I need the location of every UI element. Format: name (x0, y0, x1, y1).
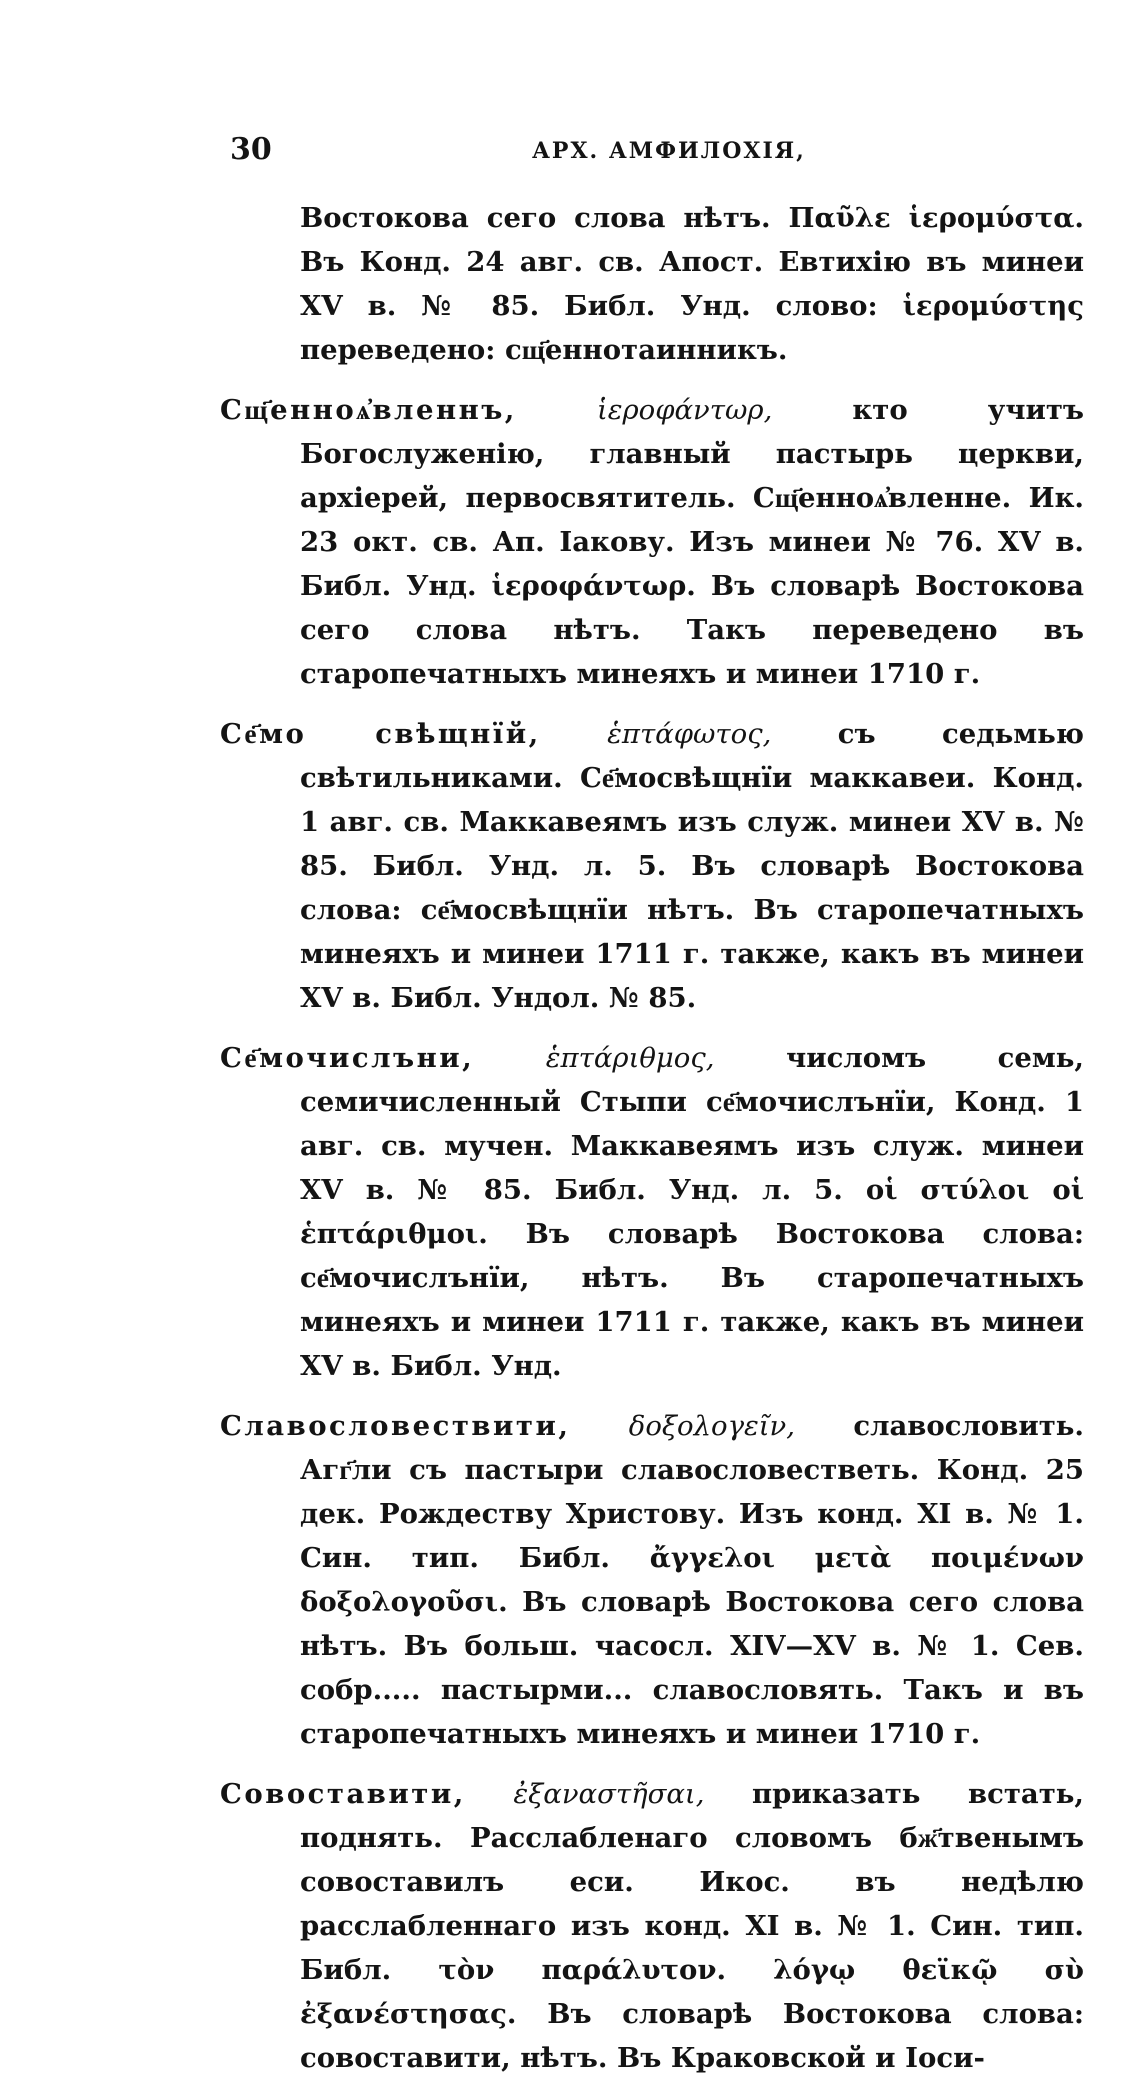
dictionary-entry (220, 1772, 1084, 2080)
entry-text: славословить. Агг҃ли съ пастыри славословестветь. Конд. 25 дек. Рождеству Христову. Изъ конд. XI в. № 1. Син. тип. Библ. ἄγγελοι μετὰ ποιμένων δοξολογοῦσι. Въ словарѣ Востокова сего слова нѣтъ. Въ больш. часосл. XIV—XV в. № 1. Сев. собр..... пастырми... славословять. Такъ и въ старопечатныхъ минеяхъ и минеи 1710 г. (300, 1410, 1085, 1750)
entry-text: кто учитъ Богослуженію, главный пастырь церкви, архіерей, первосвятитель. Сщ҃енноѧ҆вленне. Ик. 23 окт. св. Ап. Іакову. Изъ минеи № 76. XV в. Библ. Унд. ἱεροφάντωρ. Въ словарѣ Востокова сего слова нѣтъ. Такъ переведено въ старопечатныхъ минеяхъ и минеи 1710 г. (300, 394, 1085, 690)
dictionary-entry (220, 712, 1084, 1020)
dictionary-entry (220, 1036, 1084, 1388)
entry-text: числомъ семь, семичисленный Стыпи се҃мочислънїи, Конд. 1 авг. св. мучен. Маккавеямъ изъ служ. минеи XV в. № 85. Библ. Унд. л. 5. οἱ στύλοι οἱ ἑπτάριθμοι. Въ словарѣ Востокова слова: се҃мочислънїи, нѣтъ. Въ старопечатныхъ минеяхъ и минеи 1711 г. также, какъ въ минеи XV в. Библ. Унд. (300, 1042, 1085, 1382)
page-number: 30 (230, 132, 272, 167)
running-head: АРХ. АМФИЛОХІЯ, (532, 138, 806, 164)
entry-headword: Славословествити, (220, 1410, 571, 1442)
entry-text: приказать встать, поднять. Расслабленаго словомъ бж҃твенымъ совоставилъ еси. Икос. въ недѣлю расслабленнаго изъ конд. XI в. № 1. Син. тип. Библ. τὸν παράλυτον. λόγῳ θεϊκῷ σὺ ἐξανέστησας. Въ словарѣ Востокова слова: совоставити, нѣтъ. Въ Краковской и Іоси- (300, 1778, 1084, 2074)
page-header (230, 132, 1060, 172)
entry-greek: ἑπτάφωτος, (607, 718, 772, 750)
dictionary-entry (220, 1404, 1084, 1756)
dictionary-entry (220, 388, 1084, 696)
entry-headword: Се҃мочислъни, (220, 1042, 475, 1074)
entry-greek: ἱεροφάντωρ, (596, 394, 773, 426)
entry-headword: Совоставити, (220, 1778, 466, 1810)
continued-paragraph: Востокова сего слова нѣтъ. Παῦλε ἱερομύστα. Въ Конд. 24 авг. св. Апост. Евтихію въ минеи XV в. № 85. Библ. Унд. слово: ἱερομύστης переведено: сщ҃еннотаинникъ. (300, 202, 1084, 366)
entry-headword: Сщ҃енноѧ҆вленнъ, (220, 394, 517, 426)
entry-text: съ седьмью свѣтильниками. Се҃мосвѣщнїи маккавеи. Конд. 1 авг. св. Маккавеямъ изъ служ. минеи XV в. № 85. Библ. Унд. л. 5. Въ словарѣ Востокова слова: се҃мосвѣщнїи нѣтъ. Въ старопечатныхъ минеяхъ и минеи 1711 г. также, какъ въ минеи XV в. Библ. Ундол. № 85. (300, 718, 1084, 1014)
entry-greek: δοξολογεῖν, (628, 1410, 796, 1442)
entry-greek: ἐξαναστῆσαι, (513, 1778, 705, 1810)
page-body (220, 196, 1084, 2080)
entry-greek: ἑπτάριθμος, (545, 1042, 715, 1074)
entry-headword: Се҃мо свѣщнїй, (220, 718, 541, 750)
